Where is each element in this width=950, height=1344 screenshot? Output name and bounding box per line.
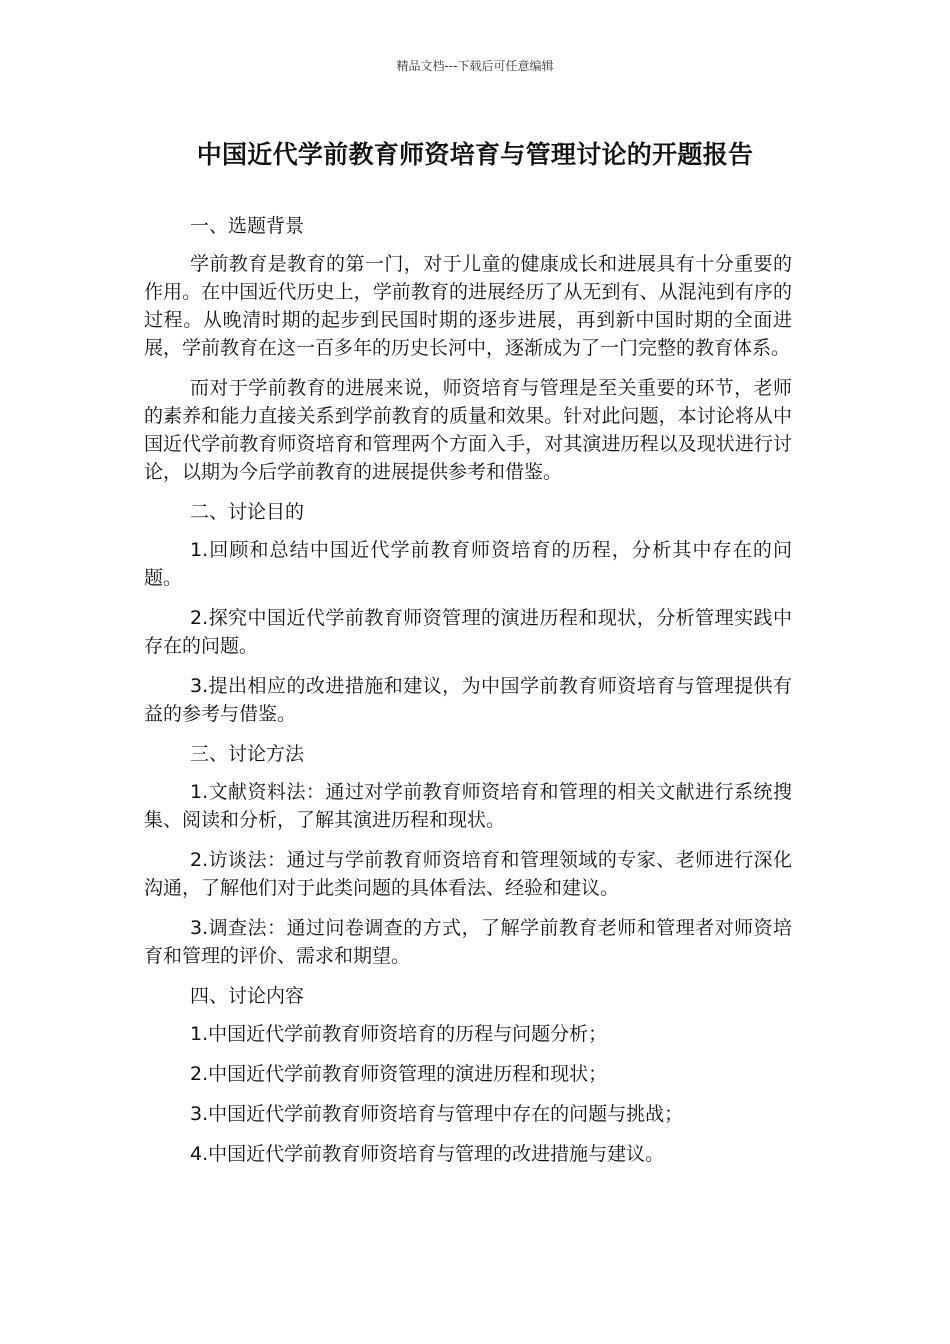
page-header: 精品文档---下载后可任意编辑 (396, 59, 554, 73)
section-heading-content: 四、讨论内容 (190, 985, 305, 1007)
purpose-item-3: 3.提出相应的改进措施和建议，为中国学前教育师资培育与管理提供有益的参考与借鉴。 (144, 675, 792, 725)
section-heading-background: 一、选题背景 (190, 215, 305, 237)
section-heading-purpose: 二、讨论目的 (190, 501, 305, 523)
paragraph-background-2: 而对于学前教育的进展来说，师资培育与管理是至关重要的环节，老师的素养和能力直接关系到学前教育的质量和效果。针对此问题，本讨论将从中国近代学前教育师资培育和管理两个方面入手，对其演进历程以及现状进行讨论，以期为今后学前教育的进展提供参考和借鉴。 (144, 377, 792, 483)
content-item-1: 1.中国近代学前教育师资培育的历程与问题分析； (190, 1023, 608, 1045)
method-item-1: 1.文献资料法：通过对学前教育师资培育和管理的相关文献进行系统搜集、阅读和分析，了解其演进历程和现状。 (144, 781, 792, 831)
method-item-2: 2.访谈法：通过与学前教育师资培育和管理领域的专家、老师进行深化沟通，了解他们对于此类问题的具体看法、经验和建议。 (144, 849, 792, 899)
paragraph-background-1: 学前教育是教育的第一门，对于儿童的健康成长和进展具有十分重要的作用。在中国近代历史上，学前教育的进展经历了从无到有、从混沌到有序的过程。从晚清时期的起步到民国时期的逐步进展，再到新中国时期的全面进展，学前教育在这一百多年的历史长河中，逐渐成为了一门完整的教育体系。 (144, 253, 792, 359)
content-item-3: 3.中国近代学前教育师资培育与管理中存在的问题与挑战； (190, 1103, 684, 1125)
document-title: 中国近代学前教育师资培育与管理讨论的开题报告 (196, 140, 754, 169)
content-item-4: 4.中国近代学前教育师资培育与管理的改进措施与建议。 (190, 1143, 665, 1165)
document-body (144, 212, 792, 1180)
method-item-3: 3.调查法：通过问卷调查的方式，了解学前教育老师和管理者对师资培育和管理的评价、需求和期望。 (144, 917, 792, 967)
purpose-item-1: 1.回顾和总结中国近代学前教育师资培育的历程，分析其中存在的问题。 (144, 539, 792, 589)
purpose-item-2: 2.探究中国近代学前教育师资管理的演进历程和现状，分析管理实践中存在的问题。 (144, 607, 792, 657)
section-heading-methods: 三、讨论方法 (190, 743, 305, 765)
content-item-2: 2.中国近代学前教育师资管理的演进历程和现状； (190, 1063, 608, 1085)
